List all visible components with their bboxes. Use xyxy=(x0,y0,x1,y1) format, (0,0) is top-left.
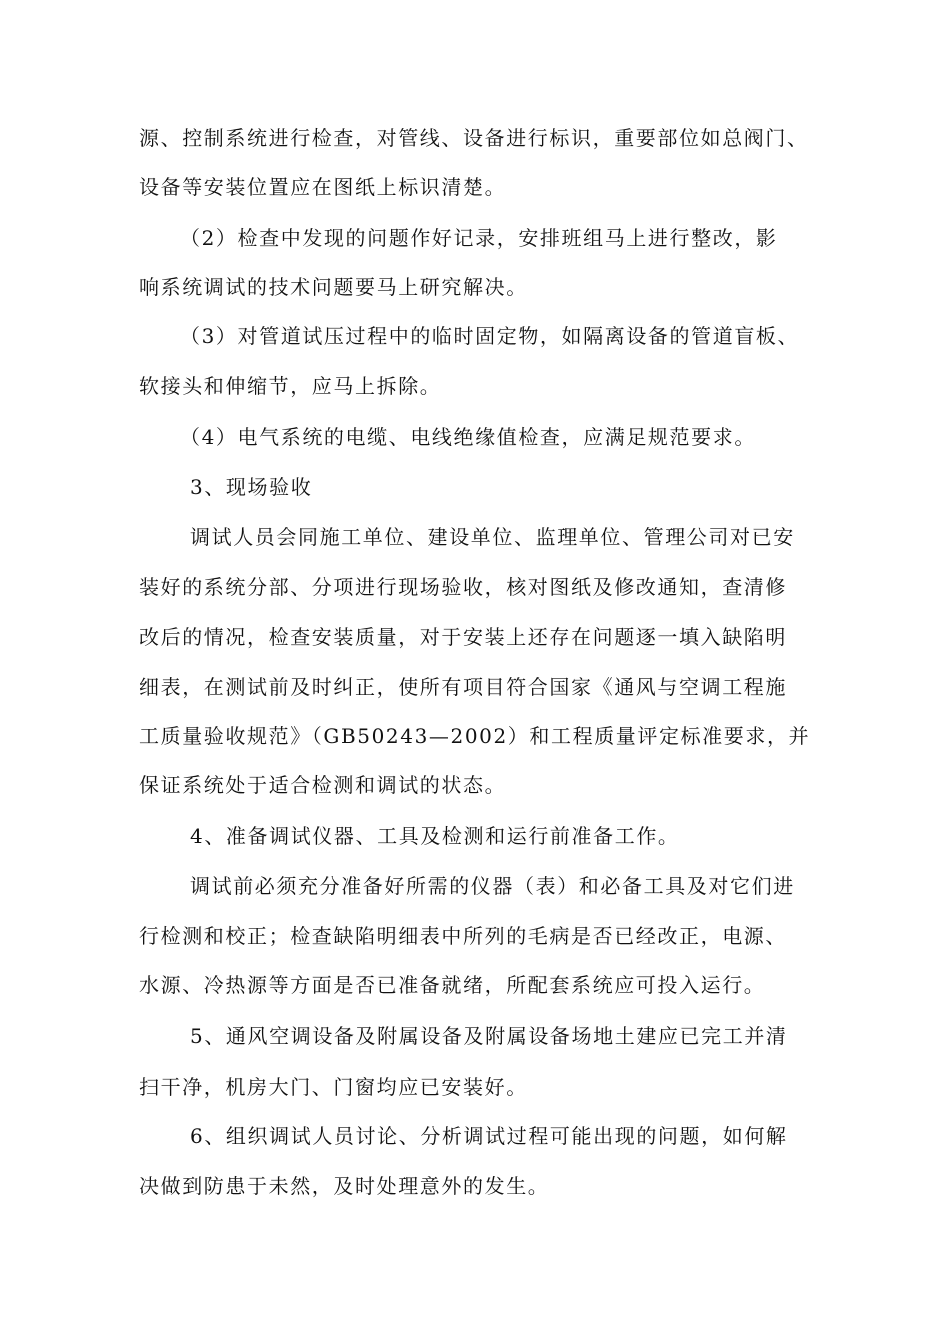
text-line: 扫干净，机房大门、门窗均应已安装好。 xyxy=(139,1075,528,1099)
text-line: （2）检查中发现的问题作好记录，安排班组马上进行整改，影 xyxy=(180,226,778,250)
text-line: 软接头和伸缩节，应马上拆除。 xyxy=(139,374,442,398)
text-line: 调试人员会同施工单位、建设单位、监理单位、管理公司对已安 xyxy=(190,525,795,549)
text-line: 行检测和校正；检查缺陷明细表中所列的毛病是否已经改正，电源、 xyxy=(139,924,787,948)
text-line: 细表，在测试前及时纠正，使所有项目符合国家《通风与空调工程施 xyxy=(139,675,787,699)
section-heading: 3、现场验收 xyxy=(190,475,313,499)
text-line: 源、控制系统进行检查，对管线、设备进行标识，重要部位如总阀门、 xyxy=(139,126,809,150)
section-heading: 4、准备调试仪器、工具及检测和运行前准备工作。 xyxy=(190,824,680,848)
text-line: 5、通风空调设备及附属设备及附属设备场地土建应已完工并清 xyxy=(190,1024,788,1048)
text-line: 调试前必须充分准备好所需的仪器（表）和必备工具及对它们进 xyxy=(190,874,795,898)
text-line: 响系统调试的技术问题要马上研究解决。 xyxy=(139,275,528,299)
text-line: 决做到防患于未然，及时处理意外的发生。 xyxy=(139,1174,550,1198)
text-line: （4）电气系统的电缆、电线绝缘值检查，应满足规范要求。 xyxy=(180,425,756,449)
text-line: 改后的情况，检查安装质量，对于安装上还存在问题逐一填入缺陷明 xyxy=(139,625,787,649)
text-line: 保证系统处于适合检测和调试的状态。 xyxy=(139,773,507,797)
text-line: 水源、冷热源等方面是否已准备就绪，所配套系统应可投入运行。 xyxy=(139,973,766,997)
text-line: （3）对管道试压过程中的临时固定物，如隔离设备的管道盲板、 xyxy=(180,324,800,348)
text-line: 装好的系统分部、分项进行现场验收，核对图纸及修改通知，查清修 xyxy=(139,575,787,599)
text-line: 6、组织调试人员讨论、分析调试过程可能出现的问题，如何解 xyxy=(190,1124,788,1148)
text-line: 设备等安装位置应在图纸上标识清楚。 xyxy=(139,175,507,199)
text-line: 工质量验收规范》（GB50243—2002）和工程质量评定标准要求，并 xyxy=(139,724,811,748)
